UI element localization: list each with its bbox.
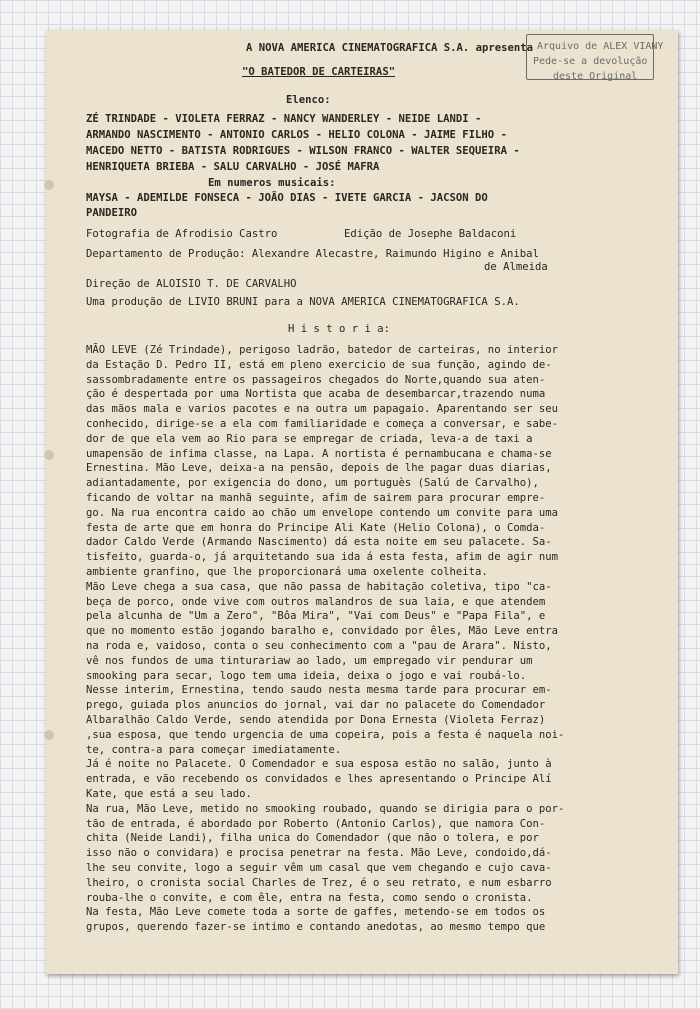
story-line: chita (Neide Landi), filha unica do Comendador (que não o tolera, e por <box>86 832 539 845</box>
credit-production: Uma produção de LIVIO BRUNI para a NOVA AMERICA CINEMATOGRAFICA S.A. <box>86 296 520 308</box>
cast-line: HENRIQUETA BRIEBA - SALU CARVALHO - JOSÉ MAFRA <box>86 161 380 173</box>
story-line: Nesse interim, Ernestina, tendo saudo nesta mesma tarde para procurar em- <box>86 684 552 697</box>
musicals-line: PANDEIRO <box>86 207 138 219</box>
story-line: conhecido, dirige-se a ela com familiaridade e começa a conversar, e sabe- <box>86 418 558 430</box>
story-line: lheiro, o cronista social Charles de Trez, é o seu retrato, e num esbarro <box>86 876 552 889</box>
story-line: isso não o convidara) e procisa penetrar na festa. Mão Leve, condoido,dá- <box>86 847 552 860</box>
cast-line: ZÉ TRINDADE - VIOLETA FERRAZ - NANCY WANDERLEY - NEIDE LANDI - <box>86 113 482 125</box>
company-header: A NOVA AMERICA CINEMATOGRAFICA S.A. apresenta <box>246 42 534 54</box>
stamp-line: deste Original <box>553 71 638 82</box>
story-line: Kate, que está a seu lado. <box>86 788 252 800</box>
story-line: Ernestina. Mão Leve, deixa-a na pensão, depois de lhe pagar duas diarias, <box>86 462 552 475</box>
story-line: te, contra-a para começar imediatamente. <box>86 743 342 756</box>
story-line: sassombradamente entre os passageiros chegados do Norte,quando sua aten- <box>86 373 546 386</box>
story-heading: H i s t o r i a: <box>288 323 391 335</box>
film-title: "O BATEDOR DE CARTEIRAS" <box>242 66 396 78</box>
document-page <box>46 30 678 974</box>
story-line: grupos, querendo fazer-se intimo e contando anedotas, ao mesmo tempo que <box>86 921 546 934</box>
story-line: ficando de voltar na manhã seguinte, afim de sairem para procurar empre- <box>86 492 546 504</box>
story-line: pela alcunha de "Um a Zero", "Bôa Mira", "Vai com Deus" e "Papa Fila", e <box>86 610 546 623</box>
story-line: dador Caldo Verde (Armando Nascimento) dá esta noite em seu palacete. Sa- <box>86 536 552 549</box>
punch-hole <box>44 730 54 740</box>
story-line: tão de entrada, é abordado por Roberto (Antonio Carlos), que namora Con- <box>86 817 546 830</box>
punch-hole <box>44 450 54 460</box>
story-line: festa de arte que em honra do Principe Ali Kate (Helio Colona), o Comda- <box>86 521 546 534</box>
story-line: lhe seu convite, logo a seguir vêm um casal que vem chegando e cujo cava- <box>86 862 552 874</box>
story-line: smooking para secar, logo tem uma ideia, deixa o jogo e vai roubá-lo. <box>86 669 527 682</box>
musicals-heading: Em numeros musicais: <box>208 177 336 189</box>
story-line: ção é despertada por uma Nortista que acaba de desembarcar,trazendo numa <box>86 388 546 401</box>
story-line: ambiente granfino, que lhe proporcionará uma oxelente colheita. <box>86 566 488 578</box>
story-line: das mãos mala e varios pacotes e na outra um papagaio. Aparentando ser seu <box>86 403 558 416</box>
punch-hole <box>44 180 54 190</box>
story-line: tisfeito, guarda-o, já arquitetando sua ida á esta festa, afim de agir num <box>86 551 558 564</box>
story-line: Na rua, Mão Leve, metido no smooking roubado, quando se dirigia para o por- <box>86 802 565 815</box>
story-line: prego, guiada plos anuncios do jornal, vai dar no palacete do Comendador <box>86 699 546 712</box>
credit-production-dept-cont: de Almeida <box>484 261 548 273</box>
story-line: adiantadamente, por exigencia do dono, um portuguès (Salú de Carvalho), <box>86 477 539 490</box>
story-line: go. Na rua encontra caido ao chão um envelope contendo um convite para uma <box>86 506 558 519</box>
story-line: Na festa, Mão Leve comete toda a sorte de gaffes, metendo-se em todos os <box>86 906 546 919</box>
archive-stamp <box>526 34 664 82</box>
story-line: Albaralhão Caldo Verde, sendo atendida por Dona Ernesta (Violeta Ferraz) <box>86 714 546 726</box>
stamp-line: Arquivo de ALEX VIANY <box>537 41 664 52</box>
story-line: vê nos fundos de uma tinturariaw ao lado, um empregado vir pendurar um <box>86 654 533 667</box>
story-line: da Estação D. Pedro II, está em pleno exercicio de sua função, agindo de- <box>86 358 552 371</box>
cast-line: ARMANDO NASCIMENTO - ANTONIO CARLOS - HELIO COLONA - JAIME FILHO - <box>86 129 507 141</box>
story-line: MÃO LEVE (Zé Trindade), perigoso ladrão, batedor de carteiras, no interior <box>86 344 558 356</box>
story-line: entrada, e vão recebendo os convidados e lhes apresentando o Principe Alí <box>86 773 552 786</box>
stamp-line: Pede-se a devolução <box>533 56 648 67</box>
credit-editing: Edição de Josephe Baldaconi <box>344 228 517 240</box>
story-line: umapensão de infima classe, na Lapa. A nortista é pernambucana e chama-se <box>86 447 552 460</box>
story-line: na roda e, vaidoso, conta o seu conhecimento com a "pau de Arara". Nisto, <box>86 640 552 652</box>
cast-line: MACEDO NETTO - BATISTA RODRIGUES - WILSON FRANCO - WALTER SEQUEIRA - <box>86 145 520 157</box>
story-line: Mão Leve chega a sua casa, que não passa de habitação coletiva, tipo "ca- <box>86 580 552 593</box>
story-line: ,sua esposa, que tendo urgencia de uma copeira, pois a festa é naquela noi- <box>86 728 565 741</box>
story-line: dor de que ela vem ao Rio para se empregar de criada, leva-a de taxi a <box>86 432 533 445</box>
credit-production-dept: Departamento de Produção: Alexandre Alecastre, Raimundo Higino e Anibal <box>86 248 539 260</box>
story-line: Já é noite no Palacete. O Comendador e sua esposa estão no salão, junto à <box>86 758 552 771</box>
story-line: que no momento estão jogando baralho e, convidado por êles, Mão Leve entra <box>86 625 558 638</box>
credit-direction: Direção de ALOISIO T. DE CARVALHO <box>86 278 297 290</box>
story-line: rouba-lhe o convite, e com êle, entra na festa, como sendo o cronista. <box>86 891 533 904</box>
cast-heading: Elenco: <box>286 94 331 106</box>
credit-photography: Fotografia de Afrodisio Castro <box>86 228 278 240</box>
musicals-line: MAYSA - ADEMILDE FONSECA - JOÃO DIAS - IVETE GARCIA - JACSON DO <box>86 192 488 204</box>
story-line: beça de porco, onde vive com outros malandros de sua laia, e que atendem <box>86 595 546 608</box>
